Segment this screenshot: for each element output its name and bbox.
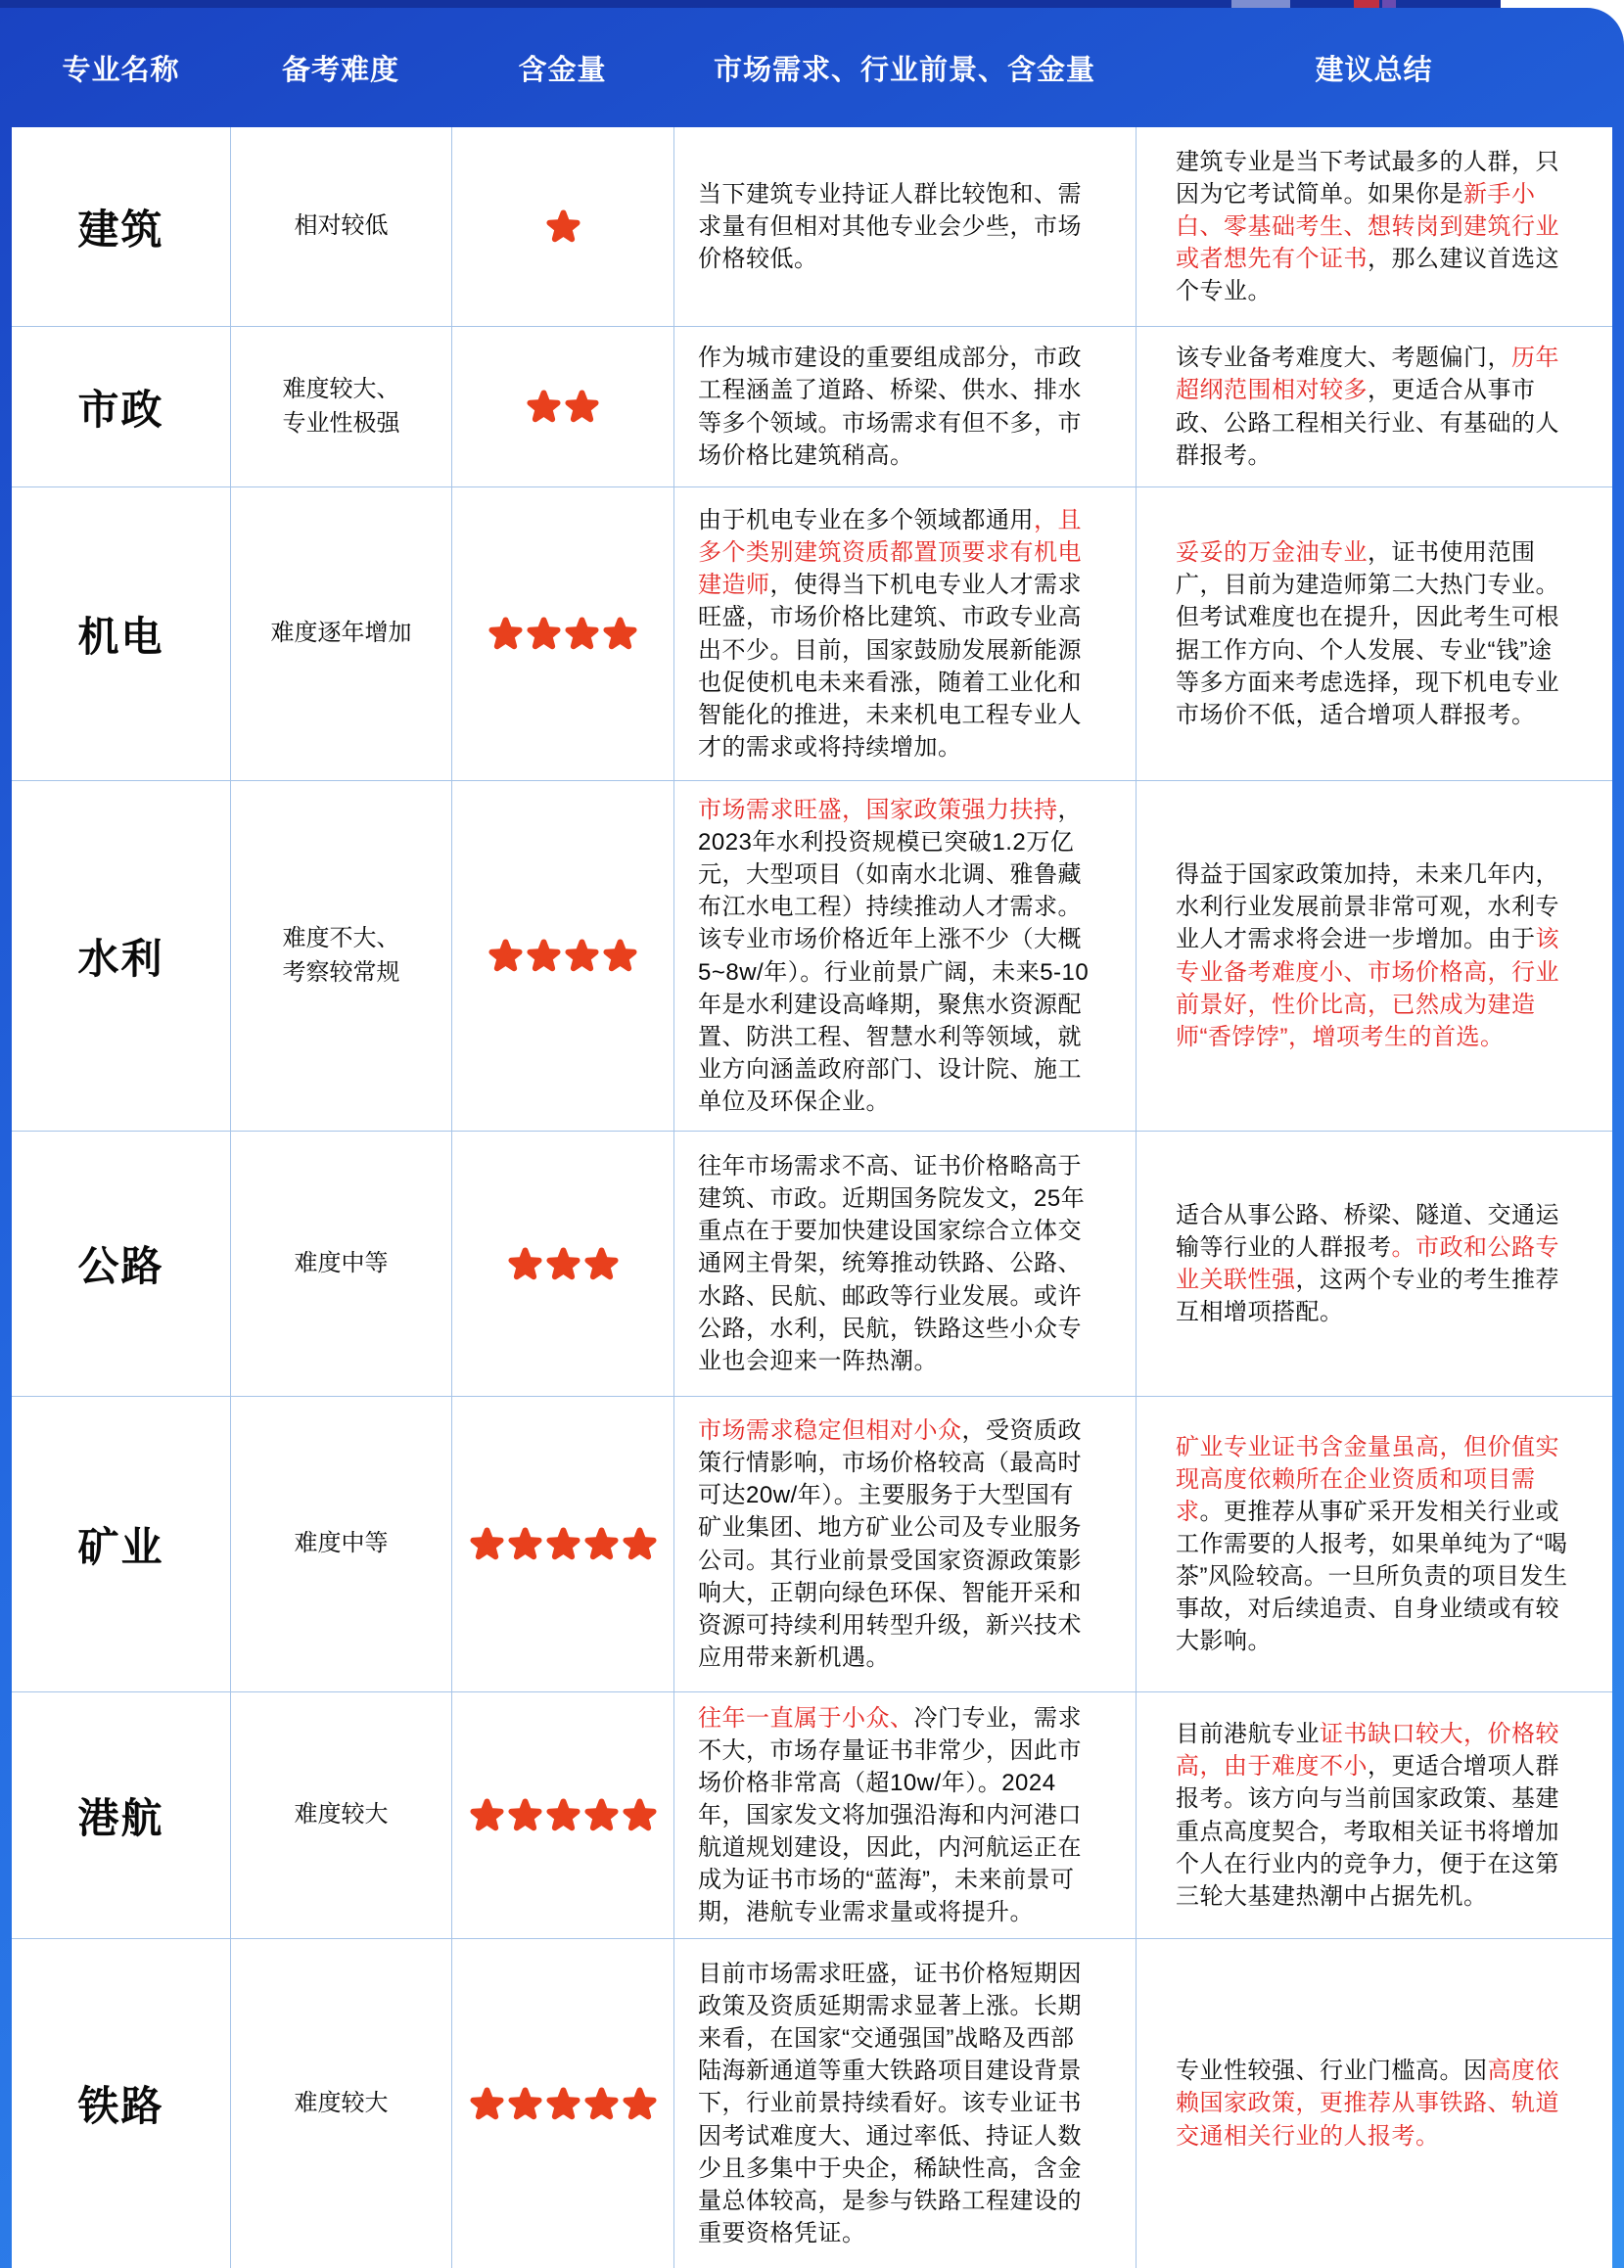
stars-cell: [451, 1132, 673, 1396]
difficulty-cell: [230, 1397, 451, 1691]
profession-name-cell: [12, 127, 230, 326]
star-icon: [545, 2086, 581, 2122]
text-segment-black: 建筑专业是当下考试最多的人群，只因为它考试简单。如果你是: [1176, 148, 1559, 208]
text-segment-red: ，且多个类别建筑资质都置顶要求有机电建造师: [698, 507, 1082, 599]
stars-cell: [451, 327, 673, 486]
star-icon: [564, 616, 600, 652]
market-cell: [673, 781, 1136, 1131]
text-segment-red: 矿业专业证书含金量虽高，但价值实现高度依赖所在企业资质和项目需求: [1176, 1433, 1559, 1525]
table-row: [12, 1131, 1612, 1396]
table-panel: [0, 8, 1624, 2268]
stars-cell: [451, 1939, 673, 2268]
text-segment-black: ，那么建议首选这个专业。: [1176, 246, 1559, 305]
star-icon: [507, 1526, 543, 1562]
profession-name: 建筑: [77, 206, 164, 253]
stars-cell: [451, 1692, 673, 1938]
advice-cell: [1136, 327, 1612, 486]
table-body: [12, 127, 1612, 2268]
advice-text: [1137, 858, 1612, 1053]
advice-cell: [1136, 1939, 1612, 2268]
text-segment-black: ，这两个专业的考生推荐互相增项搭配。: [1176, 1267, 1559, 1326]
profession-name: 铁路: [77, 2083, 164, 2129]
text-segment-red: 新手小白、零基础考生、想转岗到建筑行业或者想先有个证书: [1176, 180, 1559, 273]
table-row: [12, 127, 1612, 326]
star-icon: [545, 1797, 581, 1833]
text-segment-black: 该专业备考难度大、考题偏门，: [1176, 345, 1511, 372]
text-segment-black: ，使得当下机电专业人才需求旺盛，市场价格比建筑、市政专业高出不少。目前，国家鼓励发展新能源也促使机电未来看涨，随着工业化和智能化的推进，未来机电工程专业人才的需求或将持续增加。: [698, 572, 1082, 761]
table-row: [12, 1691, 1612, 1938]
market-text: [674, 1414, 1136, 1674]
table-row: [12, 326, 1612, 486]
profession-name: 矿业: [77, 1523, 164, 1570]
text-segment-red: 证书缺口较大，价格较高，由于难度不小: [1176, 1721, 1559, 1781]
header-cell-difficulty: 备考难度: [281, 54, 399, 86]
difficulty-line: 难度较大: [294, 2089, 389, 2116]
header-cell-advice: 建议总结: [1315, 54, 1433, 86]
text-segment-red: 往年一直属于小众、: [698, 1704, 914, 1732]
market-cell: [673, 1939, 1136, 2268]
difficulty-line: 相对较低: [294, 212, 389, 240]
market-cell: [673, 487, 1136, 780]
difficulty-line: 难度中等: [294, 1530, 389, 1557]
cropped-top-strip: [0, 0, 1501, 8]
advice-text: [1137, 146, 1612, 308]
table-row: [12, 780, 1612, 1131]
star-icon: [507, 1246, 543, 1282]
cropped-fragment: [1382, 0, 1396, 8]
text-segment-black: 得益于国家政策加持，未来几年内，水利行业发展前景非常可观，水利专业人才需求将会进一步增加。由于: [1176, 861, 1559, 953]
star-icon: [583, 1526, 620, 1562]
market-cell: [673, 1132, 1136, 1396]
star-icon: [469, 1526, 505, 1562]
star-icon: [507, 1797, 543, 1833]
market-text: [674, 794, 1136, 1118]
text-segment-black: ，2023年水利投资规模已突破1.2万亿元，大型项目（如南水北调、雅鲁藏布江水电工程）持续推动人才需求。该专业市场价格近年上涨不少（大概5~8w/年）。行业前景广阔，未来5-10年是水利建设高峰期，聚焦水资源配置、防洪工程、智慧水利等领域，就业方向涵盖政府部门、设计院、施工单位及环保企业。: [698, 796, 1090, 1115]
profession-name-cell: [12, 1397, 230, 1691]
profession-name-cell: [12, 487, 230, 780]
star-icon: [487, 938, 524, 974]
text-segment-black: ，更适合增项人群报考。该方向与当前国家政策、基建重点高度契合，考取相关证书将增加个人在行业内的竞争力，便于在这第三轮大基建热潮中占据先机。: [1176, 1753, 1559, 1910]
advice-text: [1137, 1199, 1612, 1328]
text-segment-black: 目前港航专业: [1176, 1721, 1320, 1748]
profession-name: 机电: [77, 613, 164, 660]
market-text: [674, 178, 1136, 275]
star-icon: [602, 616, 638, 652]
star-icon: [622, 1526, 658, 1562]
star-icon: [526, 389, 562, 425]
star-icon: [469, 1797, 505, 1833]
difficulty-line: 考察较常规: [282, 958, 400, 986]
advice-text: [1137, 536, 1612, 731]
difficulty-line: 难度较大、: [282, 375, 400, 402]
stars-cell: [451, 487, 673, 780]
advice-cell: [1136, 127, 1612, 326]
star-icon: [526, 616, 562, 652]
profession-name: 公路: [77, 1243, 164, 1289]
profession-name-cell: [12, 781, 230, 1131]
star-icon: [487, 616, 524, 652]
advice-cell: [1136, 1132, 1612, 1396]
text-segment-black: ，更适合从事市政、公路工程相关行业、有基础的人群报考。: [1176, 377, 1559, 469]
advice-cell: [1136, 487, 1612, 780]
market-cell: [673, 1397, 1136, 1691]
profession-name: 水利: [77, 935, 164, 982]
market-text: [674, 342, 1136, 471]
difficulty-cell: [230, 781, 451, 1131]
difficulty-line: 难度较大: [294, 1801, 389, 1828]
text-segment-black: 。更推荐从事矿采开发相关行业或工作需要的人报考，如果单纯为了“喝茶”风险较高。一旦所负责的项目发生事故，对后续追责、自身业绩或有较大影响。: [1176, 1498, 1568, 1655]
star-icon: [622, 2086, 658, 2122]
profession-name-cell: [12, 1692, 230, 1938]
text-segment-black: ，受资质政策行情影响，市场价格较高（最高时可达20w/年）。主要服务于大型国有矿业集团、地方矿业公司及专业服务公司。其行业前景受国家资源政策影响大，正朝向绿色环保、智能开采和资源可持续利用转型升级，新兴技术应用带来新机遇。: [698, 1417, 1082, 1671]
difficulty-cell: [230, 127, 451, 326]
market-text: [674, 504, 1136, 764]
difficulty-cell: [230, 1939, 451, 2268]
star-icon: [507, 2086, 543, 2122]
text-segment-black: ，证书使用范围广，目前为建造师第二大热门专业。但考试难度也在提升，因此考生可根据工作方向、个人发展、专业“钱”途等多方面来考虑选择，现下机电专业市场价不低，适合增项人群报考。: [1176, 539, 1559, 728]
text-segment-red: 高度依赖国家政策，更推荐从事铁路、轨道交通相关行业的人报考。: [1176, 2058, 1559, 2150]
text-segment-black: 往年市场需求不高、证书价格略高于建筑、市政。近期国务院发文，25年重点在于要加快建设国家综合立体交通网主骨架，统筹推动铁路、公路、水路、民航、邮政等行业发展。或许公路，水利，民航，铁路这些小众专业也会迎来一阵热潮。: [698, 1153, 1086, 1374]
header-cell-market: 市场需求、行业前景、含金量: [713, 54, 1095, 86]
star-icon: [526, 938, 562, 974]
cropped-fragment: [1231, 0, 1290, 8]
star-icon: [545, 1246, 581, 1282]
star-icon: [583, 1797, 620, 1833]
market-text: [674, 1150, 1136, 1377]
star-icon: [622, 1797, 658, 1833]
header-cell-profession: 专业名称: [62, 54, 180, 86]
star-icon: [545, 1526, 581, 1562]
difficulty-line: 难度中等: [294, 1249, 389, 1276]
star-icon: [583, 2086, 620, 2122]
advice-cell: [1136, 1397, 1612, 1691]
table-row: [12, 1938, 1612, 2268]
star-icon: [583, 1246, 620, 1282]
market-text: [674, 1702, 1136, 1929]
advice-text: [1137, 2055, 1612, 2152]
table-header-row: [12, 8, 1612, 127]
advice-text: [1137, 1718, 1612, 1913]
advice-cell: [1136, 781, 1612, 1131]
difficulty-cell: [230, 1132, 451, 1396]
text-segment-red: 妥妥的万金油专业: [1176, 539, 1368, 567]
difficulty-line: 难度不大、: [282, 924, 400, 951]
difficulty-line: 难度逐年增加: [270, 620, 412, 647]
star-icon: [545, 208, 581, 245]
advice-cell: [1136, 1692, 1612, 1938]
text-segment-red: 该专业备考难度小、市场价格高，行业前景好，性价比高，已然成为建造师“香饽饽”，增项考生的首选。: [1176, 926, 1559, 1050]
star-icon: [602, 938, 638, 974]
advice-text: [1137, 1431, 1612, 1658]
market-text: [674, 1958, 1136, 2249]
difficulty-cell: [230, 1692, 451, 1938]
difficulty-cell: [230, 327, 451, 486]
table-row: [12, 1396, 1612, 1691]
market-cell: [673, 127, 1136, 326]
market-cell: [673, 1692, 1136, 1938]
text-segment-black: 作为城市建设的重要组成部分，市政工程涵盖了道路、桥梁、供水、排水等多个领域。市场需求有但不多，市场价格比建筑稍高。: [698, 345, 1082, 469]
difficulty-line: 专业性极强: [282, 409, 400, 437]
market-cell: [673, 327, 1136, 486]
text-segment-black: 目前市场需求旺盛，证书价格短期因政策及资质延期需求显著上涨。长期来看，在国家“交通强国”战略及西部陆海新通道等重大铁路项目建设背景下，行业前景持续看好。该专业证书因考试难度大、通过率低、持证人数少且多集中于央企，稀缺性高，含金量总体较高，是参与铁路工程建设的重要资格凭证。: [698, 1961, 1082, 2246]
text-segment-black: 冷门专业，需求不大，市场存量证书非常少，因此市场价格非常高（超10w/年）。2024年，国家发文将加强沿海和内河港口航道规划建设，因此，内河航运正在成为证书市场的“蓝海”，未来前景可期，港航专业需求量或将提升。: [698, 1704, 1082, 1926]
star-icon: [564, 389, 600, 425]
advice-text: [1137, 342, 1612, 471]
text-segment-black: 适合从事公路、桥梁、隧道、交通运输等行业的人群报考: [1176, 1201, 1559, 1261]
profession-name-cell: [12, 327, 230, 486]
text-segment-black: 当下建筑专业持证人群比较饱和、需求量有但相对其他专业会少些，市场价格较低。: [698, 180, 1082, 273]
text-segment-black: 由于机电专业在多个领域都通用: [698, 507, 1034, 534]
stars-cell: [451, 127, 673, 326]
header-cell-value: 含金量: [518, 54, 607, 86]
star-icon: [469, 2086, 505, 2122]
cropped-fragment: [1354, 0, 1379, 8]
table-row: [12, 486, 1612, 780]
stars-cell: [451, 781, 673, 1131]
profession-name-cell: [12, 1132, 230, 1396]
profession-name-cell: [12, 1939, 230, 2268]
text-segment-red: 。市政和公路专业关联性强: [1176, 1233, 1559, 1293]
difficulty-cell: [230, 487, 451, 780]
text-segment-red: 市场需求稳定但相对小众: [698, 1417, 962, 1445]
profession-name: 港航: [77, 1794, 164, 1841]
text-segment-red: 历年超纲范围相对较多: [1176, 345, 1559, 404]
text-segment-red: 市场需求旺盛，国家政策强力扶持: [698, 796, 1058, 823]
profession-name: 市政: [77, 386, 164, 433]
stars-cell: [451, 1397, 673, 1691]
star-icon: [564, 938, 600, 974]
text-segment-black: 专业性较强、行业门槛高。因: [1176, 2058, 1488, 2085]
